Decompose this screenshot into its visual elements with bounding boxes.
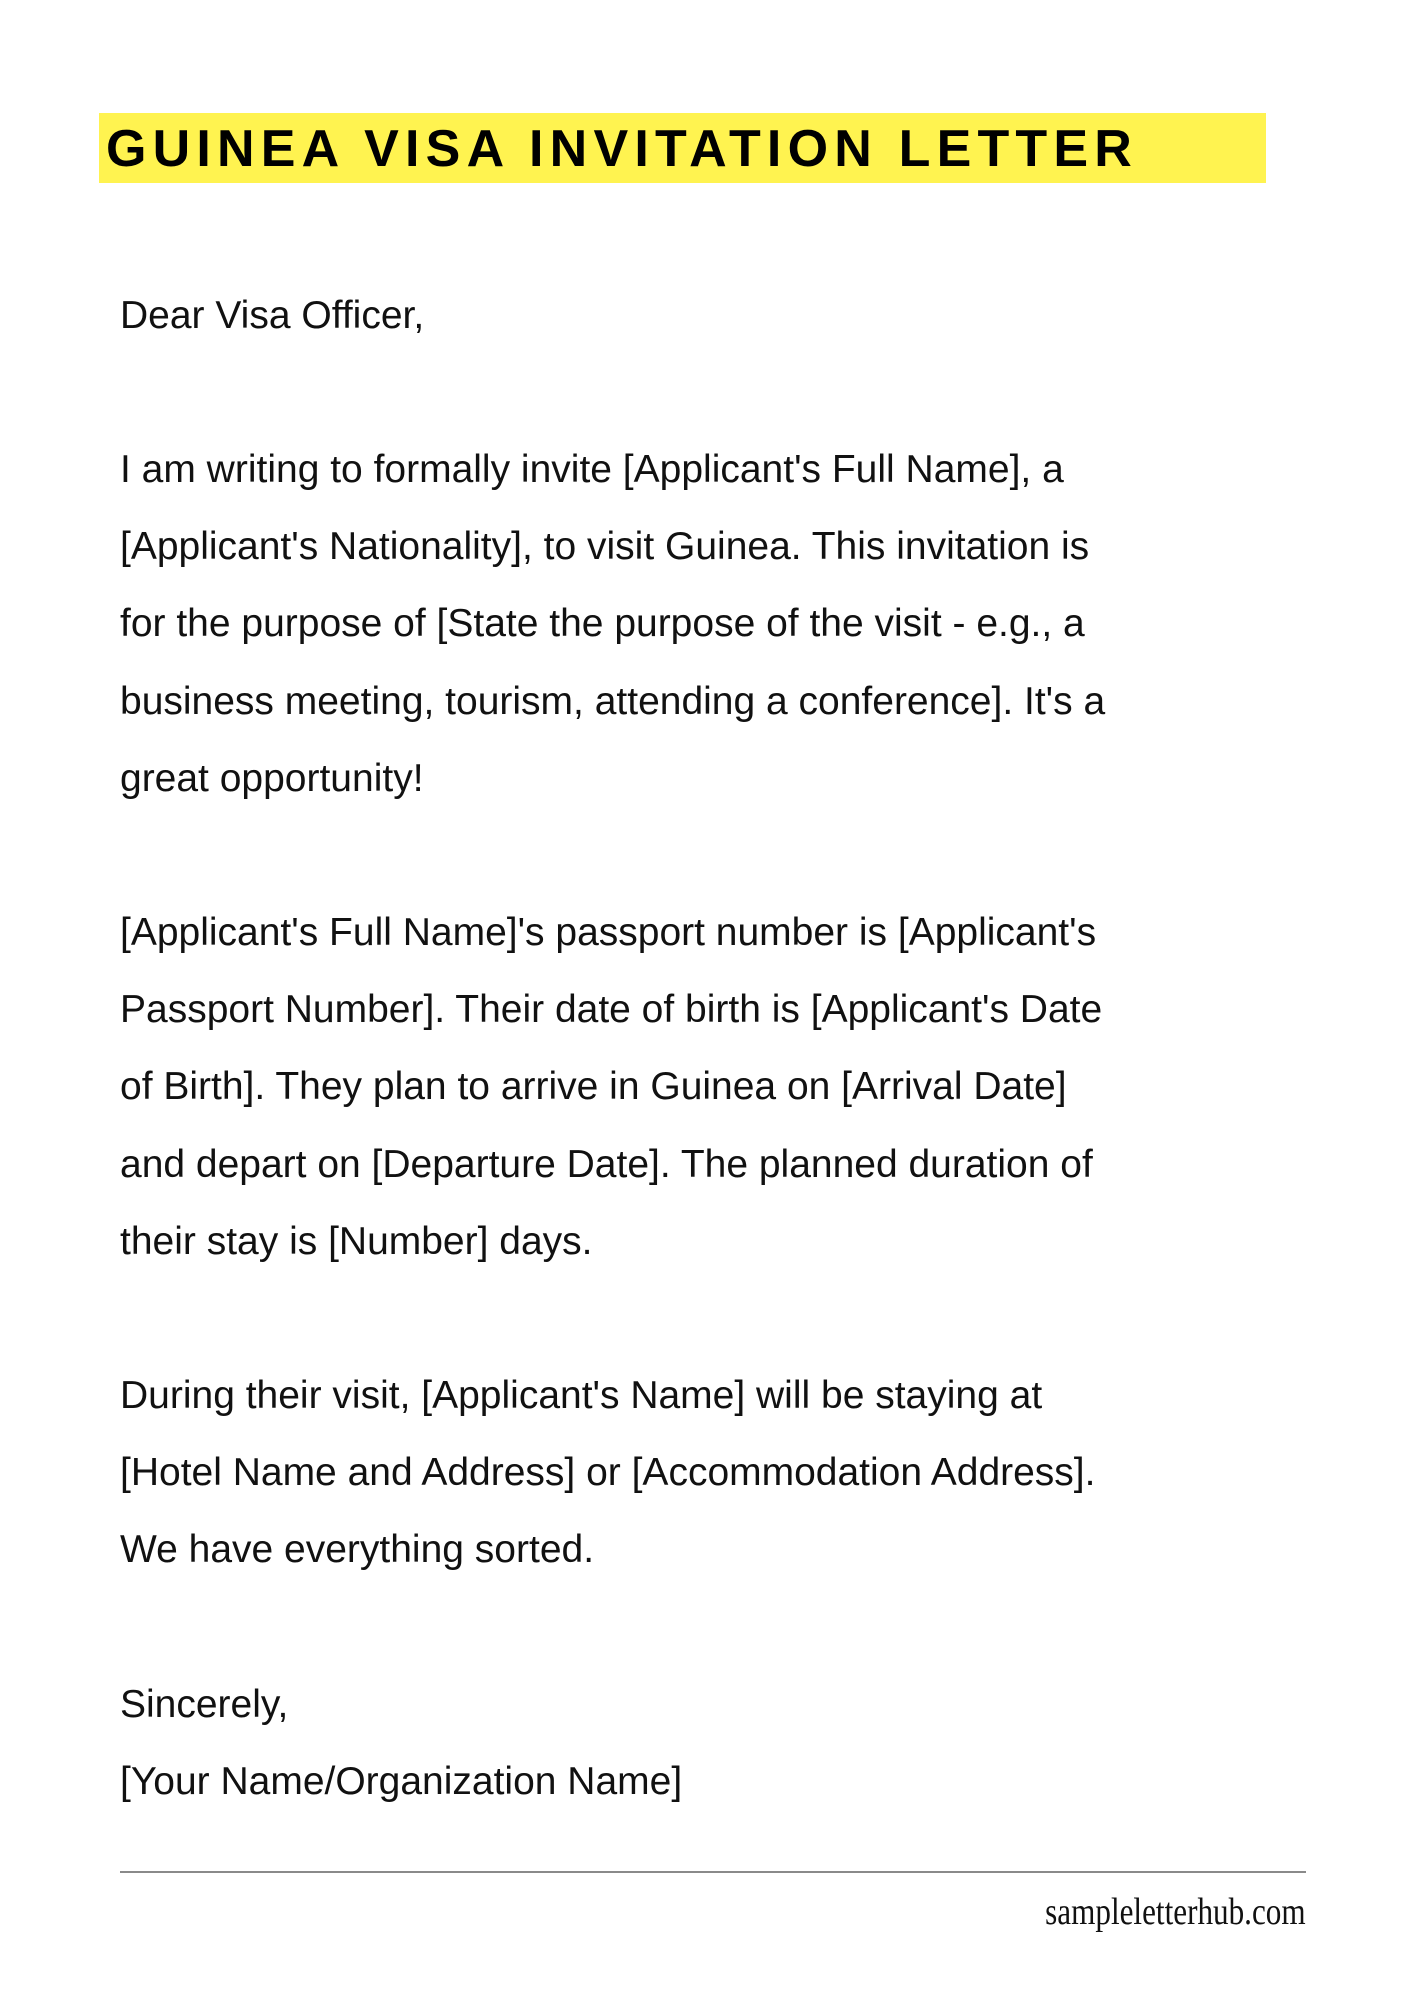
paragraph-1 [120,431,1105,817]
paragraph-line: and depart on [Departure Date]. The planned duration of [120,1142,1093,1186]
paragraph-line: [Applicant's Full Name]'s passport number is [Applicant's [120,911,1097,954]
paragraph-line: During their visit, [Applicant's Name] will be staying at [120,1374,1043,1417]
closing: Sincerely, [120,1683,289,1726]
paragraph-3 [120,1357,1095,1589]
footer-divider [120,1871,1306,1873]
signature: [Your Name/Organization Name] [120,1760,683,1804]
footer-website: sampleletterhub.com [1045,1891,1306,1933]
paragraph-line: I am writing to formally invite [Applicant's Full Name], a [120,448,1064,491]
paragraph-line: great opportunity! [120,756,424,800]
paragraph-line: [Hotel Name and Address] or [Accommodation Address]. [120,1451,1096,1495]
greeting-text: Dear Visa Officer, [120,294,425,337]
paragraph-line: We have everything sorted. [120,1528,595,1572]
paragraph-line: [Applicant's Nationality], to visit Guinea. This invitation is [120,525,1090,569]
sign-off [120,1666,682,1820]
paragraph-line: of Birth]. They plan to arrive in Guinea on [Arrival Date] [120,1065,1067,1109]
paragraph-line: Passport Number]. Their date of birth is [Applicant's Date [120,988,1103,1032]
greeting [120,277,424,354]
paragraph-line: their stay is [Number] days. [120,1219,593,1263]
paragraph-line: business meeting, tourism, attending a conference]. It's a [120,679,1106,723]
page-title: GUINEA VISA INVITATION LETTER [106,120,1139,178]
paragraph-line: for the purpose of [State the purpose of the visit - e.g., a [120,602,1085,646]
paragraph-2 [120,894,1102,1280]
